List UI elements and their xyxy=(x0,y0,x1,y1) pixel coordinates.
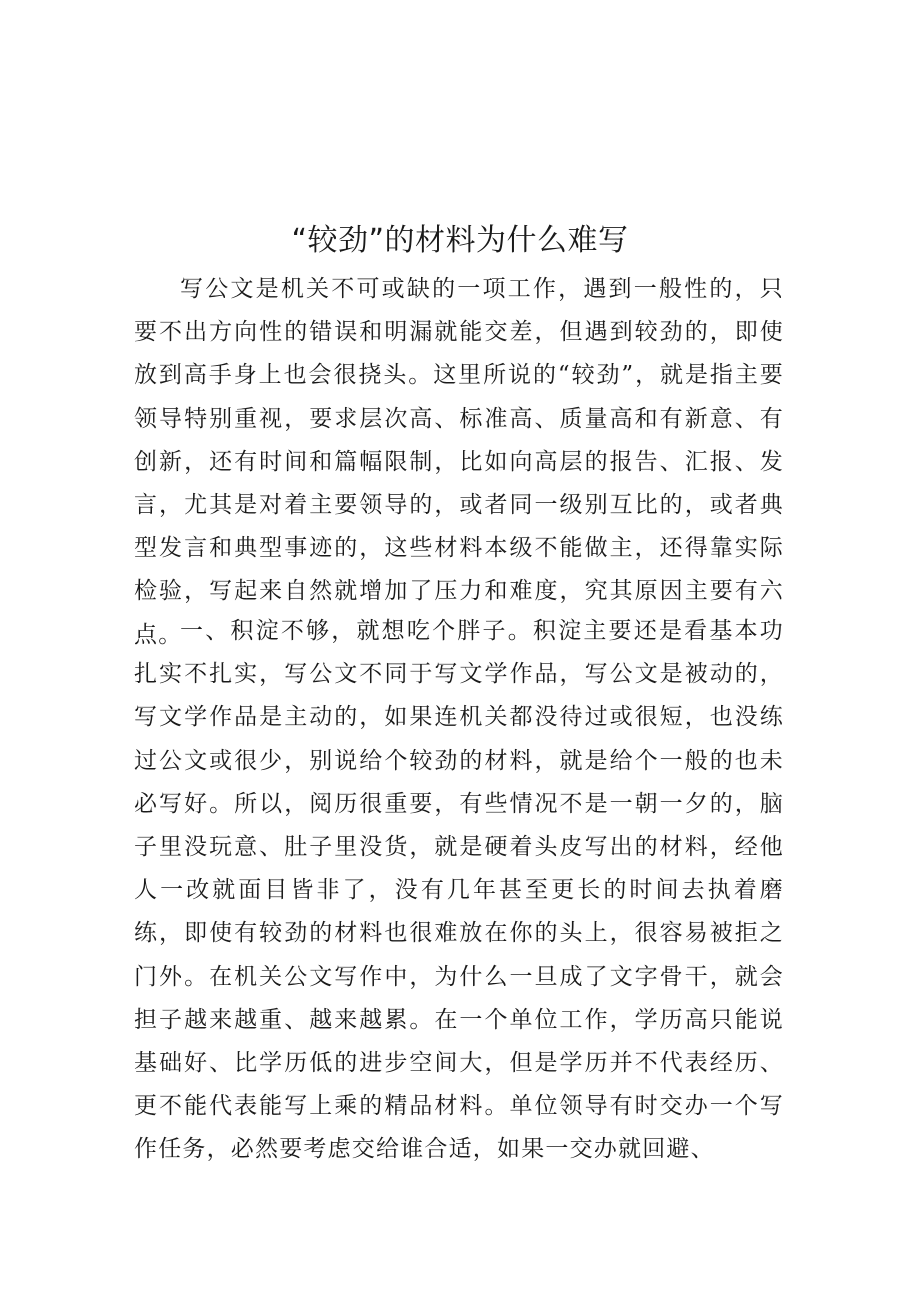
document-title: “较劲”的材料为什么难写 xyxy=(291,223,629,258)
paragraph-intro: 写公文是机关不可或缺的一项工作，遇到一般性的，只要不出方向性的错误和明漏就能交差，但遇到较劲的，即使放到高手身上也会很挠头。这里所说的“较劲”，就是指主要领导特别重视，要求层次高、标准高、质量高和有新意、有创新，还有时间和篇幅限制，比如向高层的报告、汇报、发言，尤其是对着主要领导的，或者同一级别互比的，或者典型发言和典型事迹的，这些材料本级不能做主，还得靠实际检验，写起来自然就增加了压力和难度，究其原因主要有六点。 xyxy=(134,276,784,648)
paragraph-point-one: 一、积淀不够，就想吃个胖子。积淀主要还是看基本功扎实不扎实，写公文不同于写文学作品，写公文是被动的，写文学作品是主动的，如果连机关都没待过或很短，也没练过公文或很少，别说给个较劲的材料，就是给个一般的也未必写好。所以，阅历很重要，有些情况不是一朝一夕的，脑子里没玩意、肚子里没货，就是硬着头皮写出的材料，经他人一改就面目皆非了，没有几年甚至更长的时间去执着磨练，即使有较劲的材料也很难放在你的头上，很容易被拒之门外。在机关公文写作中，为什么一旦成了文字骨干，就会担子越来越重、越来越累。在一个单位工作，学历高只能说基础好、比学历低的进步空间大，但是学历并不代表经历、更不能代表能写上乘的精品材料。单位领导有时交办一个写作任务，必然要考虑交给谁合适，如果一交办就回避、 xyxy=(134,618,784,1163)
